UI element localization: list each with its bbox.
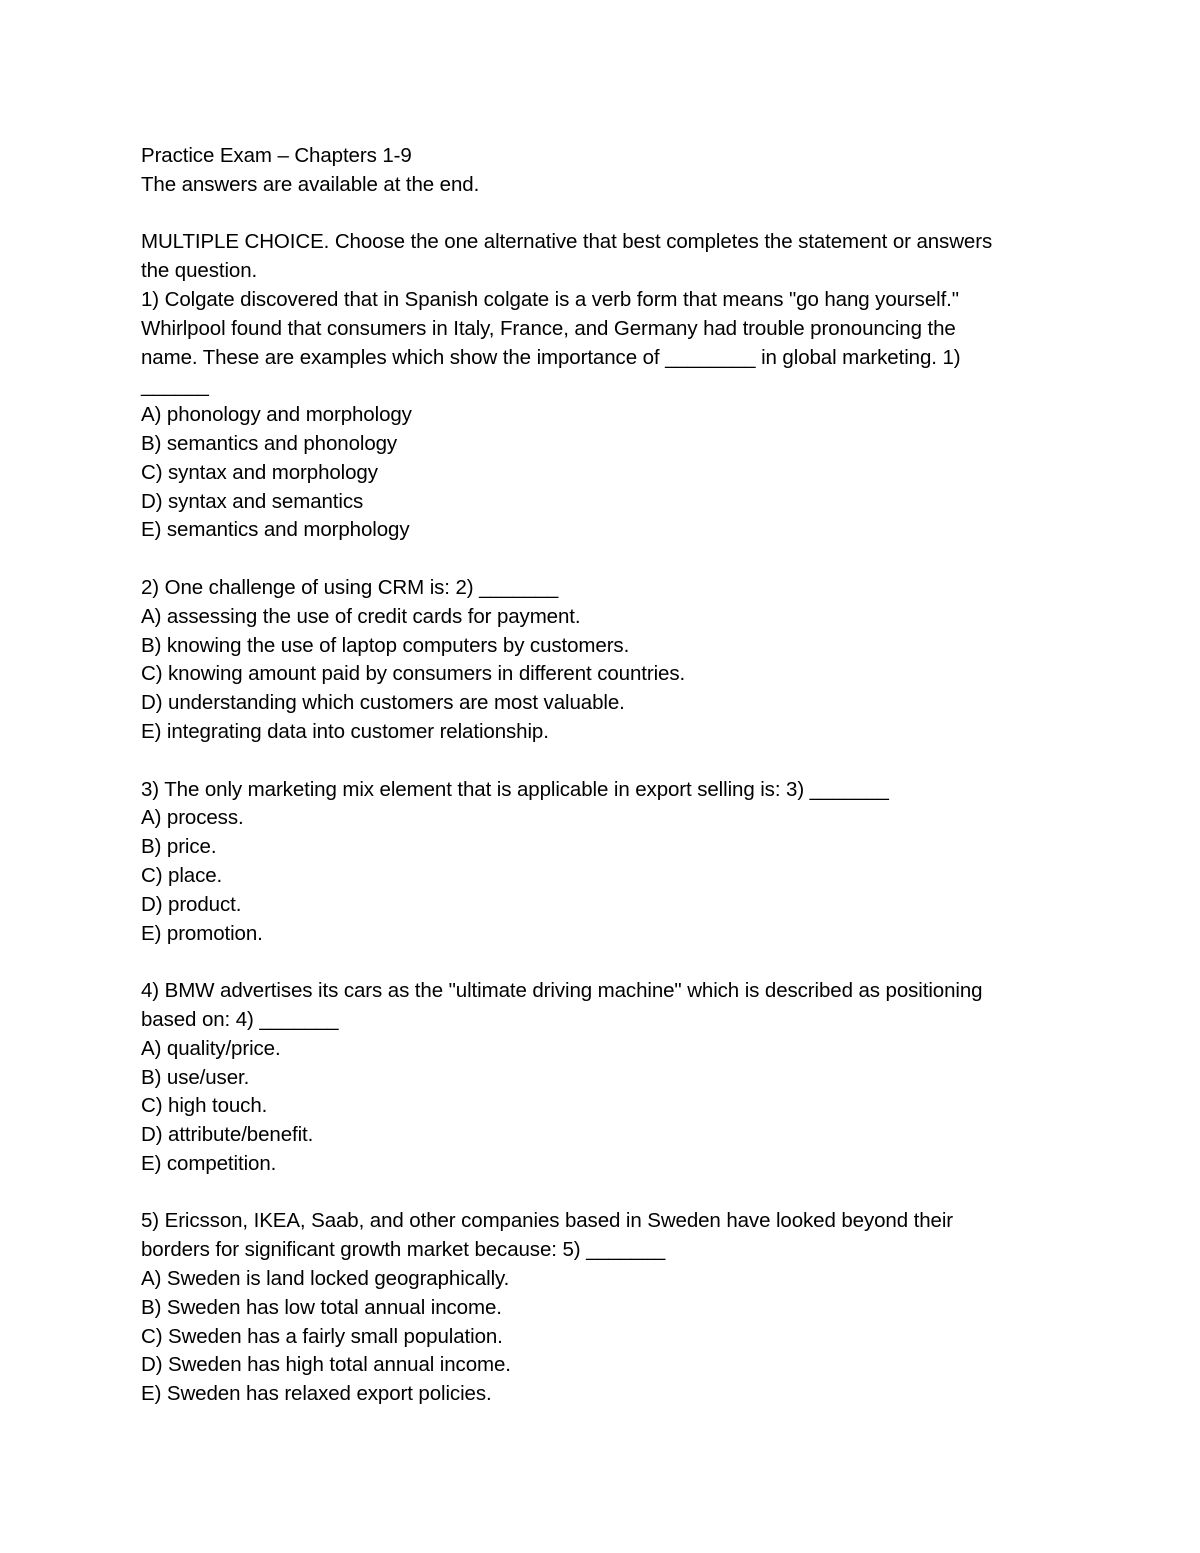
question-5 [141, 1207, 1051, 1409]
answer-option: B) price. [141, 835, 217, 859]
exam-subtitle: The answers are available at the end. [141, 172, 480, 196]
answer-option: C) knowing amount paid by consumers in different countries. [141, 662, 686, 686]
answer-option: A) assessing the use of credit cards for payment. [141, 604, 581, 628]
question-stem-line: name. These are examples which show the importance of ________ in global marketing. 1) [141, 345, 961, 369]
answer-option: B) semantics and phonology [141, 431, 398, 455]
answer-option: A) process. [141, 806, 244, 830]
answer-option: C) place. [141, 863, 223, 887]
question-stem-line: 2) One challenge of using CRM is: 2) _______ [141, 575, 559, 599]
instructions-line-1: MULTIPLE CHOICE. Choose the one alternative that best completes the statement or answers [141, 230, 993, 254]
answer-option: E) competition. [141, 1151, 277, 1175]
spacer [141, 545, 1051, 574]
answer-option: E) integrating data into customer relationship. [141, 719, 549, 743]
question-stem-line: 4) BMW advertises its cars as the "ultimate driving machine" which is described as positioning [141, 979, 983, 1003]
answer-option: A) quality/price. [141, 1036, 281, 1060]
question-2 [141, 574, 1051, 747]
answer-option: B) knowing the use of laptop computers by customers. [141, 633, 630, 657]
answer-option: D) syntax and semantics [141, 489, 364, 513]
question-stem-line: 1) Colgate discovered that in Spanish colgate is a verb form that means "go hang yourself." [141, 287, 959, 311]
question-stem-line: 3) The only marketing mix element that is applicable in export selling is: 3) _______ [141, 777, 889, 801]
question-stem-line: 5) Ericsson, IKEA, Saab, and other companies based in Sweden have looked beyond their [141, 1209, 954, 1233]
spacer [141, 200, 1051, 229]
answer-option: C) high touch. [141, 1094, 268, 1118]
answer-option: D) understanding which customers are most valuable. [141, 691, 625, 715]
document-content [141, 142, 1051, 1409]
answer-option: C) Sweden has a fairly small population. [141, 1324, 503, 1348]
spacer [141, 948, 1051, 977]
instructions-line-2: the question. [141, 259, 258, 283]
answer-option: E) Sweden has relaxed export policies. [141, 1382, 492, 1406]
answer-option: D) attribute/benefit. [141, 1123, 314, 1147]
answer-option: A) Sweden is land locked geographically. [141, 1267, 510, 1291]
answer-option: B) use/user. [141, 1065, 250, 1089]
question-1 [141, 286, 1051, 545]
answer-option: B) Sweden has low total annual income. [141, 1295, 502, 1319]
question-stem-line: borders for significant growth market because: 5) _______ [141, 1238, 666, 1262]
question-stem-line: Whirlpool found that consumers in Italy, France, and Germany had trouble pronouncing the [141, 316, 956, 340]
answer-option: A) phonology and morphology [141, 403, 412, 427]
answer-option: C) syntax and morphology [141, 460, 378, 484]
answer-option: D) product. [141, 892, 242, 916]
spacer [141, 1179, 1051, 1208]
answer-option: E) promotion. [141, 921, 263, 945]
question-4 [141, 977, 1051, 1179]
question-stem-line: ______ [141, 374, 209, 398]
spacer [141, 747, 1051, 776]
answer-option: D) Sweden has high total annual income. [141, 1353, 511, 1377]
question-stem-line: based on: 4) _______ [141, 1007, 339, 1031]
answer-option: E) semantics and morphology [141, 518, 410, 542]
exam-title: Practice Exam – Chapters 1-9 [141, 144, 412, 167]
question-3 [141, 776, 1051, 949]
